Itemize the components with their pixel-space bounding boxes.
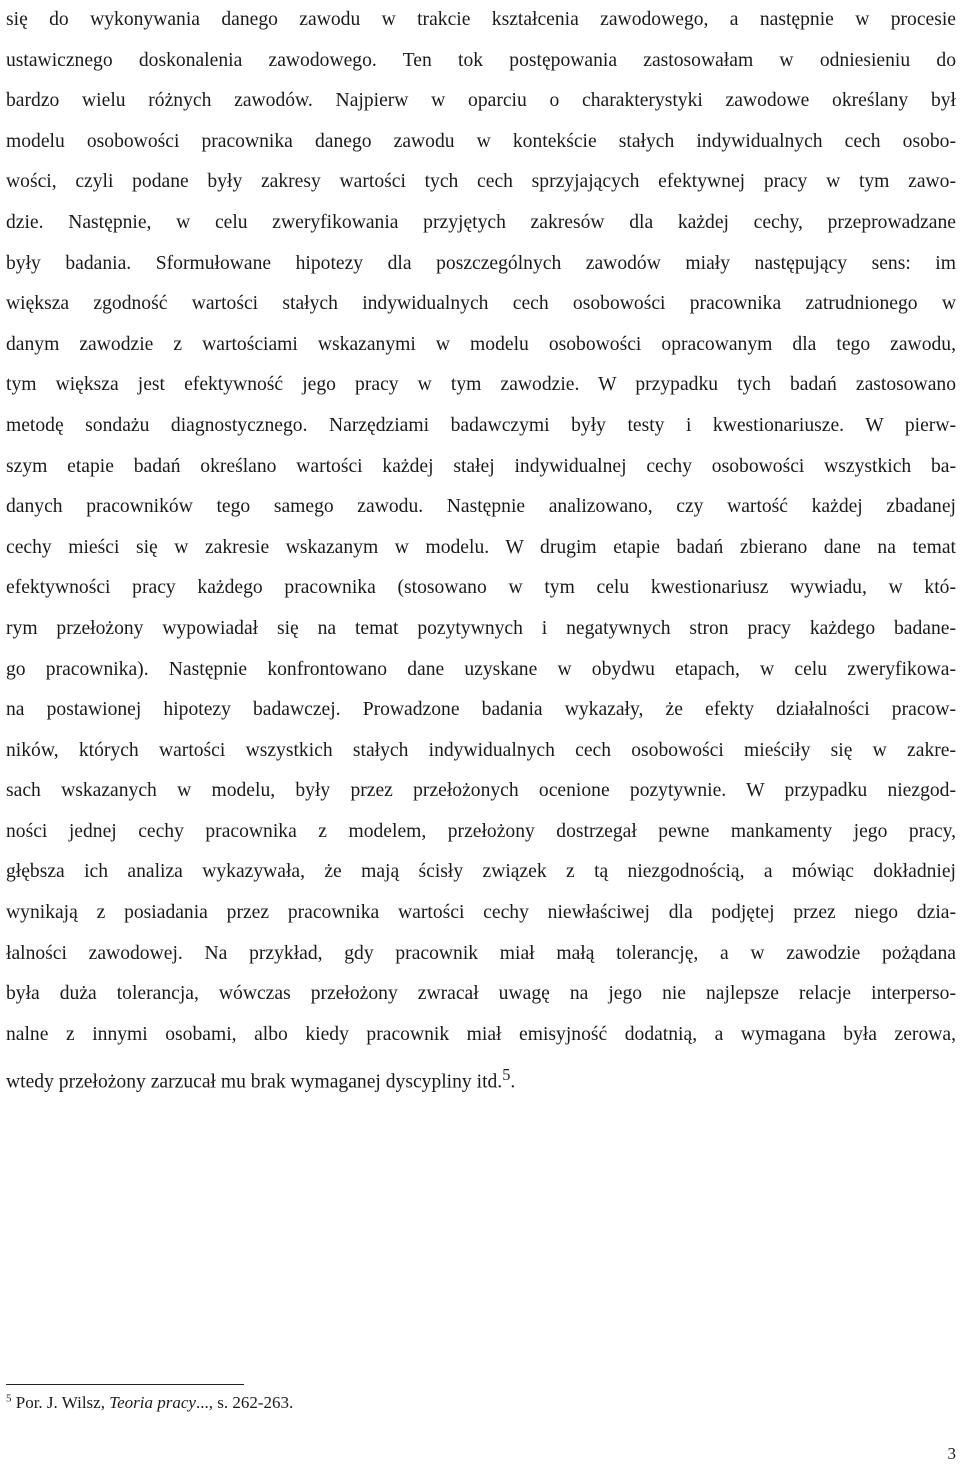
text-line: nalne z innymi osobami, albo kiedy pracownik miał emisyjność dodatnią, a wymagana była zerowa, [6, 1023, 956, 1045]
text-line: ników, których wartości wszystkich stałych indywidualnych cech osobowości mieściły się w zakre- [6, 739, 956, 761]
text-line: sach wskazanych w modelu, były przez przełożonych ocenione pozytywnie. W przypadku niezgod- [6, 780, 956, 802]
text-line: były badania. Sformułowane hipotezy dla poszczególnych zawodów miały następujący sens: im [6, 252, 956, 274]
footnote-marker: 5 [6, 1392, 12, 1405]
final-line [6, 1055, 515, 1103]
text-line: większa zgodność wartości stałych indywidualnych cech osobowości pracownika zatrudnionego w [6, 293, 956, 315]
text-line: się do wykonywania danego zawodu w trakcie kształcenia zawodowego, a następnie w procesie [6, 9, 956, 30]
text-line: szym etapie badań określano wartości każdej stałej indywidualnej cechy osobowości wszystkich ba- [6, 455, 956, 477]
body-paragraph [6, 0, 956, 1055]
text-line: dzie. Następnie, w celu zweryfikowania przyjętych zakresów dla każdej cechy, przeprowadzane [6, 211, 956, 233]
text-line: danym zawodzie z wartościami wskazanymi w modelu osobowości opracowanym dla tego zawodu, [6, 333, 956, 355]
text-line: go pracownika). Następnie konfrontowano dane uzyskane w obydwu etapach, w celu zweryfikowa- [6, 658, 956, 680]
text-line: rym przełożony wypowiadał się na temat pozytywnych i negatywnych stron pracy każdego badane- [6, 617, 956, 639]
text-line: była duża tolerancja, wówczas przełożony zwracał uwagę na jego nie najlepsze relacje interperso- [6, 983, 956, 1005]
footnote-title: Teoria pracy [109, 1393, 196, 1412]
text-line: efektywności pracy każdego pracownika (stosowano w tym celu kwestionariusz wywiadu, w któ- [6, 577, 956, 599]
final-line-text: wtedy przełożony zarzucał mu brak wymaganej dyscypliny itd. [6, 1071, 503, 1093]
footnote-text-before: Por. J. Wilsz, [11, 1393, 110, 1412]
text-line: wynikają z posiadania przez pracownika wartości cechy niewłaściwej dla podjętej przez niego dzia- [6, 902, 956, 924]
text-line: metodę sondażu diagnostycznego. Narzędziami badawczymi były testy i kwestionariusze. W pierw- [6, 414, 956, 436]
text-line: danych pracowników tego samego zawodu. Następnie analizowano, czy wartość każdej zbadanej [6, 496, 956, 518]
text-line: cechy mieści się w zakresie wskazanym w modelu. W drugim etapie badań zbierano dane na temat [6, 536, 956, 558]
text-line: łalności zawodowej. Na przykład, gdy pracownik miał małą tolerancję, a w zawodzie pożądana [6, 942, 956, 964]
footnote-text-after: ..., s. 262-263. [195, 1393, 294, 1412]
text-line: głębsza ich analiza wykazywała, że mają ścisły związek z tą niezgodnością, a mówiąc dokładniej [6, 861, 956, 883]
text-line: ustawicznego doskonalenia zawodowego. Ten tok postępowania zastosowałam w odniesieniu do [6, 49, 956, 71]
text-line: na postawionej hipotezy badawczej. Prowadzone badania wykazały, że efekty działalności pracow- [6, 699, 956, 721]
page-number: 3 [947, 1444, 956, 1463]
footnote [6, 1392, 946, 1414]
text-line: tym większa jest efektywność jego pracy w tym zawodzie. W przypadku tych badań zastosowano [6, 374, 956, 396]
text-line: bardzo wielu różnych zawodów. Najpierw w oparciu o charakterystyki zawodowe określany był [6, 90, 956, 112]
footnote-separator [6, 1384, 244, 1385]
final-line-end: . [510, 1071, 516, 1093]
text-line: modelu osobowości pracownika danego zawodu w kontekście stałych indywidualnych cech osobo- [6, 130, 956, 152]
text-line: wości, czyli podane były zakresy wartości tych cech sprzyjających efektywnej pracy w tym zawo- [6, 171, 956, 193]
footnote-reference[interactable]: 5 [502, 1065, 511, 1084]
text-line: ności jednej cechy pracownika z modelem, przełożony dostrzegał pewne mankamenty jego pracy, [6, 820, 956, 842]
